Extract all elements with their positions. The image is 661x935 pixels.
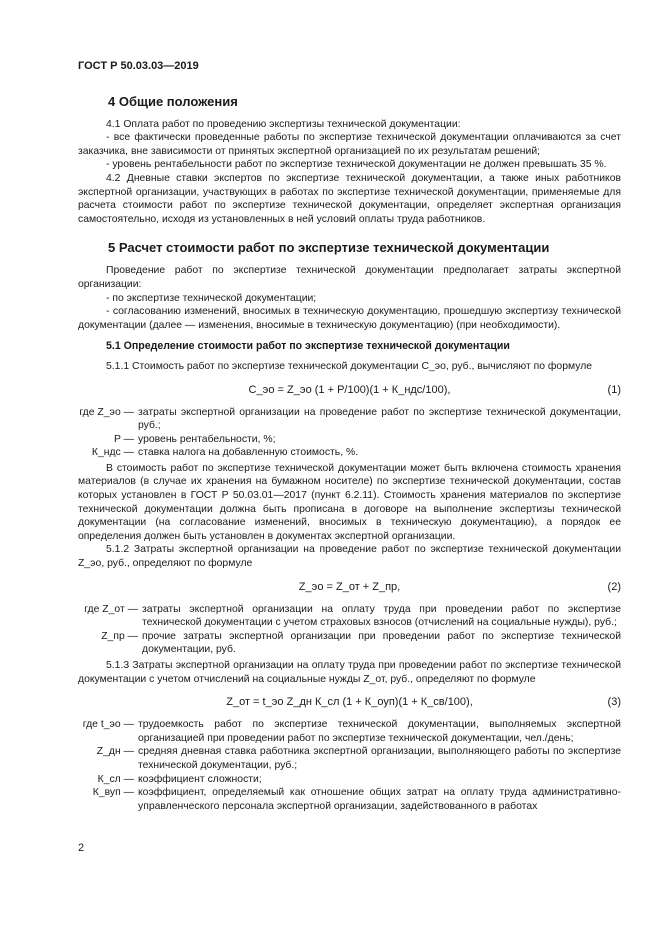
definition-text: прочие затраты экспертной организации при проведении работ по экспертизе технической документации, руб. [142, 630, 621, 656]
definition-text: затраты экспертной организации на оплату труда при проведении работ по экспертизе технической документации с учетом страховых взносов (отчислений на социальные нужды), руб.; [142, 603, 621, 629]
formula-1 [78, 382, 621, 398]
definition-symbol: где t_эо — [82, 719, 134, 731]
paragraph: - согласованию изменений, вносимых в техническую документацию, прошедшую экспертизу технической документации (далее — изменения, вносимые в техническую документацию) (при необходимости). [78, 306, 621, 331]
definition-symbol: Z_пр — [101, 630, 138, 642]
formula-text: Z_от = t_эо Z_дн К_сл (1 + К_оуп)(1 + К_св/100), [226, 696, 473, 709]
definition-item [78, 745, 621, 772]
definitions-3 [78, 718, 621, 813]
definition-text: уровень рентабельности, %; [138, 433, 276, 445]
definition-item [78, 786, 621, 813]
formula-text: С_эо = Z_эо (1 + P/100)(1 + К_ндс/100), [248, 383, 451, 396]
section-5-title: 5 Расчет стоимости работ по экспертизе технической документации [108, 240, 550, 256]
definition-symbol: К_вуп — [92, 787, 134, 799]
section-4-title: 4 Общие положения [108, 93, 238, 109]
definition-item [78, 630, 621, 657]
definition-item [78, 603, 621, 630]
definition-item [78, 718, 621, 745]
definition-symbol: К_ндс — [91, 447, 134, 459]
paragraph: - по экспертизе технической документации; [106, 292, 317, 304]
definition-text: затраты экспертной организации на проведение работ по экспертизе технической документации, руб.; [138, 406, 621, 432]
definition-item [78, 433, 621, 447]
definition-item [78, 773, 621, 787]
definitions-2 [78, 603, 621, 657]
paragraph: 5.1.2 Затраты экспертной организации на проведение работ по экспертизе технической документации Z_эо, руб., определяют по формуле [78, 544, 621, 570]
definition-item [78, 446, 621, 460]
paragraph: 4.2 Дневные ставки экспертов по экспертизе технической документации, а также иных работников экспертной организации, участвующих в работах по экспертизе технической документации, применяемые для расчета стоимости работ по экспертизе технической документации, определяет экспертная организация самостоятельно, исходя из установленных в ней условий оплаты труда работников. [78, 172, 621, 225]
equation-number: (2) [607, 580, 621, 593]
definition-symbol: К_сл — [97, 773, 134, 785]
paragraph: - все фактически проведенные работы по экспертизе технической документации оплачиваются за счет заказчика, вне зависимости от принятых экспертной организацией по их результатам решений; [78, 132, 621, 157]
definition-text: трудоемкость работ по экспертизе технической документации, выполняемых экспертной организацией при проведении работ по экспертизе технической документации, чел./день; [138, 719, 621, 744]
definition-text: ставка налога на добавленную стоимость, %. [138, 447, 359, 459]
definition-text: коэффициент сложности; [138, 773, 262, 785]
definition-item [78, 406, 621, 433]
paragraph: 4.1 Оплата работ по проведению экспертизы технической документации: [106, 118, 461, 130]
definitions-1 [78, 406, 621, 460]
definition-text: коэффициент, определяемый как отношение общих затрат на оплату труда административно-управленческого персонала экспертной организации, задействованного в работах [138, 787, 621, 812]
definition-text: средняя дневная ставка работника экспертной организации, выполняющего работы по экспертизе технической документации, руб.; [138, 746, 621, 771]
formula-3 [78, 694, 621, 710]
paragraph: 5.1.3 Затраты экспертной организации на оплату труда при проведении работ по экспертизе технической документации с учетом отчислений на социальные нужды Z_от, руб., определяют по формуле [78, 660, 621, 685]
definition-symbol: Z_дн — [96, 746, 134, 758]
subsection-5-1-title: 5.1 Определение стоимости работ по экспертизе технической документации [106, 340, 510, 353]
equation-number: (3) [607, 696, 621, 709]
page-number: 2 [78, 842, 85, 854]
paragraph: 5.1.1 Стоимость работ по экспертизе технической документации С_эо, руб., вычисляют по формуле [106, 360, 593, 372]
equation-number: (1) [607, 383, 621, 396]
paragraph: - уровень рентабельности работ по экспертизе технической документации не должен превышать 35 %. [106, 159, 607, 171]
formula-text: Z_эо = Z_от + Z_пр, [298, 580, 401, 593]
formula-2 [78, 579, 621, 595]
definition-symbol: P — [113, 433, 134, 445]
definition-symbol: где Z_эо — [79, 406, 134, 418]
paragraph: Проведение работ по экспертизе технической документации предполагает затраты экспертной организации: [78, 265, 621, 290]
definition-symbol: где Z_от — [84, 603, 138, 615]
document-header: ГОСТ Р 50.03.03—2019 [78, 60, 199, 72]
paragraph: В стоимость работ по экспертизе технической документации может быть включена стоимость хранения материалов (в случае их хранения на бумажном носителе) по экспертизе технической документации, состав которых установлен в ГОСТ Р 50.03.01—2017 (пункт 6.2.11). Стоимость хранения материалов по экспертизе технической документации должна быть прописана в договоре на выполнение экспертизы технической документации (на согласование изменений, вносимых в техническую документацию), а порядок ее определения должен быть установлен в документах экспертной организации. [78, 462, 621, 542]
